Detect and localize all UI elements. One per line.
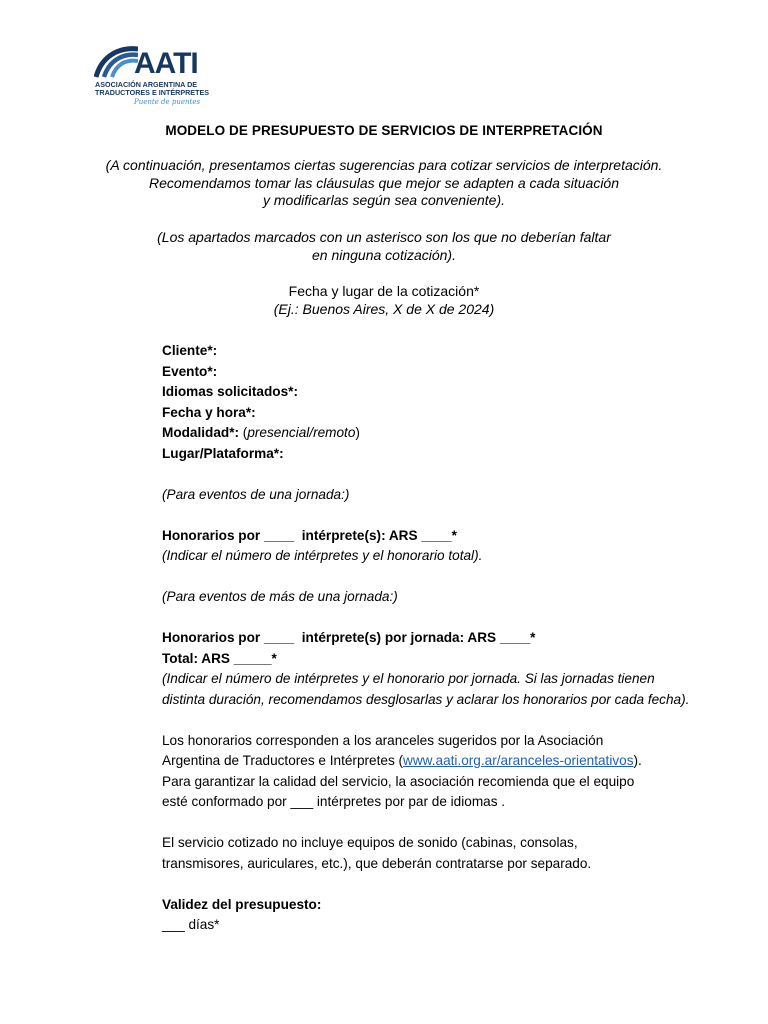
date-place-label: Fecha y lugar de la cotización* [288,283,480,299]
multi-day-fees: Honorarios por ____ intérprete(s) por jornada: ARS ____* [162,630,536,645]
intro-paragraph: (A continuación, presentamos ciertas sugerencias para cotizar servicios de interpretación. Recomendamos tomar las cláusulas que mejor se adapten a cada situación y modificarlas según sea conveniente). [105,157,663,208]
field-lugar: Lugar/Plataforma*: [162,445,284,461]
field-modalidad: Modalidad*: (presencial/remoto) [162,425,360,440]
aranceles-link[interactable]: www.aati.org.ar/aranceles-orientativos [403,753,634,768]
logo-tagline: Puente de puentes [134,98,201,106]
field-idiomas: Idiomas solicitados*: [162,384,298,399]
asterisk-note: (Los apartados marcados con un asterisco son los que no deberían faltar en ninguna cotización). [157,229,611,263]
field-cliente: Cliente*: [162,343,218,358]
multi-day-heading: (Para eventos de más de una jornada:) [162,589,398,604]
quote-body [162,341,742,936]
field-fecha-hora: Fecha y hora*: [162,404,256,420]
equipment-paragraph-2: transmisores, auriculares, etc.), que deberán contratarse por separado. [162,855,592,871]
bridge-arcs-icon [94,43,138,79]
date-place-block [0,283,768,318]
logo-subtitle: ASOCIACIÓN ARGENTINA DE TRADUCTORES E INTÉRPRETES [95,80,210,98]
logo-wordmark: AATI [134,47,198,80]
multi-day-hint-1: (Indicar el número de intérpretes y el honorario por jornada. Si las jornadas tienen [162,671,655,686]
multi-day-hint-2: distinta duración, recomendamos desglosarlas y aclarar los honorarios por cada fecha). [162,691,690,707]
fees-paragraph-2: Argentina de Traductores e Intérpretes (www.aati.org.ar/aranceles-orientativos). [162,753,642,768]
multi-day-total: Total: ARS _____* [162,650,277,666]
fees-paragraph-1: Los honorarios corresponden a los aranceles sugeridos por la Asociación [162,732,604,748]
fees-paragraph-3: Para garantizar la calidad del servicio, la asociación recomienda que el equipo [162,773,635,789]
equipment-paragraph-1: El servicio cotizado no incluye equipos de sonido (cabinas, consolas, [162,835,578,850]
aati-logo [94,43,210,109]
single-day-hint: (Indicar el número de intérpretes y el honorario total). [162,548,483,563]
single-day-fees: Honorarios por ____ intérprete(s): ARS ____* [162,527,457,543]
field-evento: Evento*: [162,363,218,379]
validity-label: Validez del presupuesto: [162,896,322,912]
date-place-example: (Ej.: Buenos Aires, X de X de 2024) [273,300,495,317]
validity-value: ___ días* [162,917,220,932]
document-title: MODELO DE PRESUPUESTO DE SERVICIOS DE INTERPRETACIÓN [165,123,603,138]
fees-paragraph-4: esté conformado por ___ intérpretes por par de idiomas . [162,794,506,809]
single-day-heading: (Para eventos de una jornada:) [162,486,350,502]
